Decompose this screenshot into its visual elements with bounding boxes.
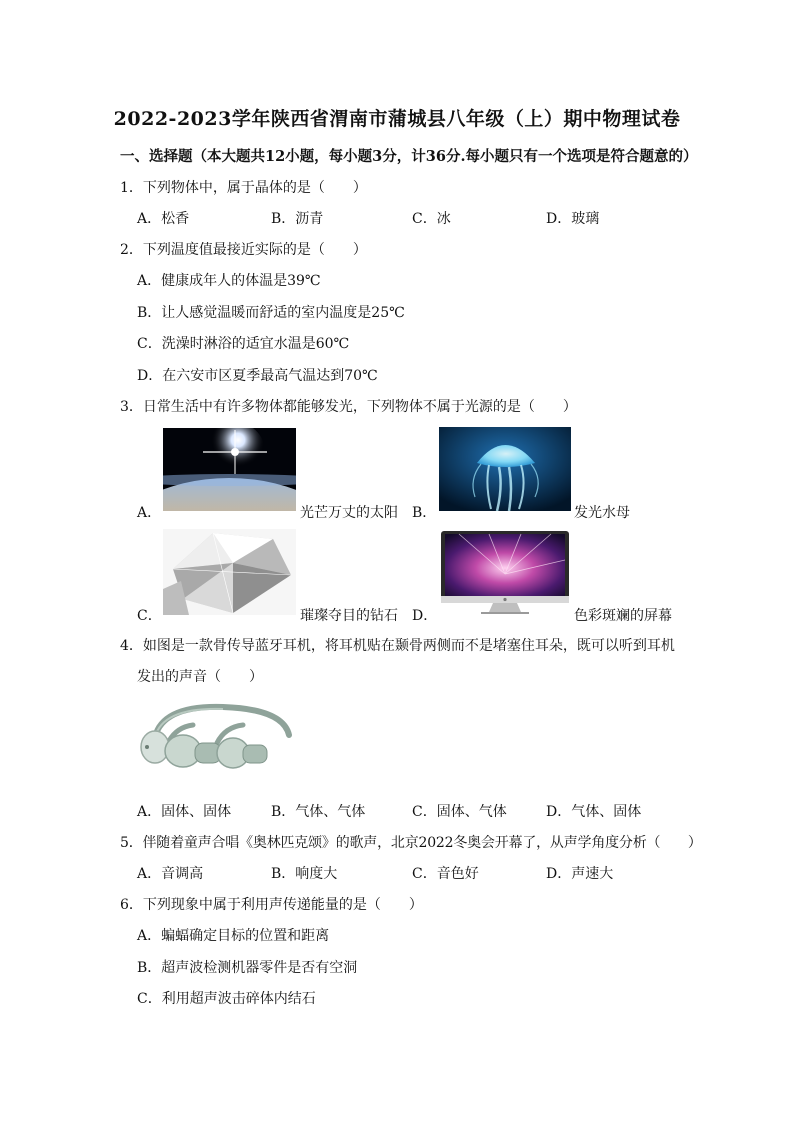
- diamond-image: [163, 529, 296, 615]
- jellyfish-image: [439, 427, 571, 511]
- q6-option-b: B．超声波检测机器零件是否有空洞: [137, 960, 358, 976]
- q6-option-a: A．蝙蝠确定目标的位置和距离: [137, 928, 330, 944]
- q3-option-d-letter: D．: [412, 608, 438, 624]
- q2-option-d: D．在六安市区夏季最高气温达到70℃: [137, 368, 378, 384]
- q1-option-a: A．松香: [137, 211, 190, 227]
- q3-option-c-caption: 璀璨夺目的钻石: [300, 608, 398, 624]
- q4-option-d: D．气体、固体: [546, 804, 642, 820]
- q5-option-b: B．响度大: [271, 866, 338, 882]
- q1-option-c: C．冰: [412, 211, 451, 227]
- q5-option-d: D．声速大: [546, 866, 614, 882]
- question-3-stem: 3．日常生活中有许多物体都能够发光，下列物体不属于光源的是（ ）: [120, 399, 577, 415]
- question-4-stem-line2: 发出的声音（ ）: [137, 669, 263, 685]
- sun-earth-image: [163, 428, 296, 511]
- q3-option-d-caption: 色彩斑斓的屏幕: [574, 608, 672, 624]
- q5-option-a: A．音调高: [137, 866, 204, 882]
- section-heading: 一、选择题（本大题共12小题，每小题3分，计36分.每小题只有一个选项是符合题意的）: [120, 148, 698, 165]
- page-title: 2022-2023学年陕西省渭南市蒲城县八年级（上）期中物理试卷: [113, 108, 681, 130]
- question-6-stem: 6．下列现象中属于利用声传递能量的是（ ）: [120, 897, 423, 913]
- q1-option-b: B．沥青: [271, 211, 324, 227]
- question-1-stem: 1．下列物体中，属于晶体的是（ ）: [120, 180, 367, 196]
- question-5-stem: 5．伴随着童声合唱《奥林匹克颂》的歌声，北京2022冬奥会开幕了，从声学角度分析（ ）: [120, 835, 702, 851]
- q2-option-a: A．健康成年人的体温是39℃: [137, 273, 321, 289]
- q5-option-c: C．音色好: [412, 866, 479, 882]
- q1-option-d: D．玻璃: [546, 211, 600, 227]
- q4-option-a: A．固体、固体: [137, 804, 232, 820]
- q3-option-b-caption: 发光水母: [574, 505, 630, 521]
- q4-option-c: C．固体、气体: [412, 804, 507, 820]
- bone-conduction-headphones-image: [133, 697, 295, 781]
- q2-option-c: C．洗澡时淋浴的适宜水温是60℃: [137, 336, 350, 352]
- q3-option-b-letter: B．: [412, 505, 437, 521]
- question-2-stem: 2．下列温度值最接近实际的是（ ）: [120, 242, 367, 258]
- question-4-stem-line1: 4．如图是一款骨传导蓝牙耳机，将耳机贴在颞骨两侧而不是堵塞住耳朵，既可以听到耳机: [120, 638, 675, 654]
- q3-option-a-caption: 光芒万丈的太阳: [300, 505, 398, 521]
- q4-option-b: B．气体、气体: [271, 804, 366, 820]
- q3-option-a-letter: A．: [137, 505, 162, 521]
- q6-option-c: C．利用超声波击碎体内结石: [137, 991, 316, 1007]
- monitor-image: [439, 530, 571, 615]
- q3-option-c-letter: C．: [137, 608, 162, 624]
- q2-option-b: B．让人感觉温暖而舒适的室内温度是25℃: [137, 305, 405, 321]
